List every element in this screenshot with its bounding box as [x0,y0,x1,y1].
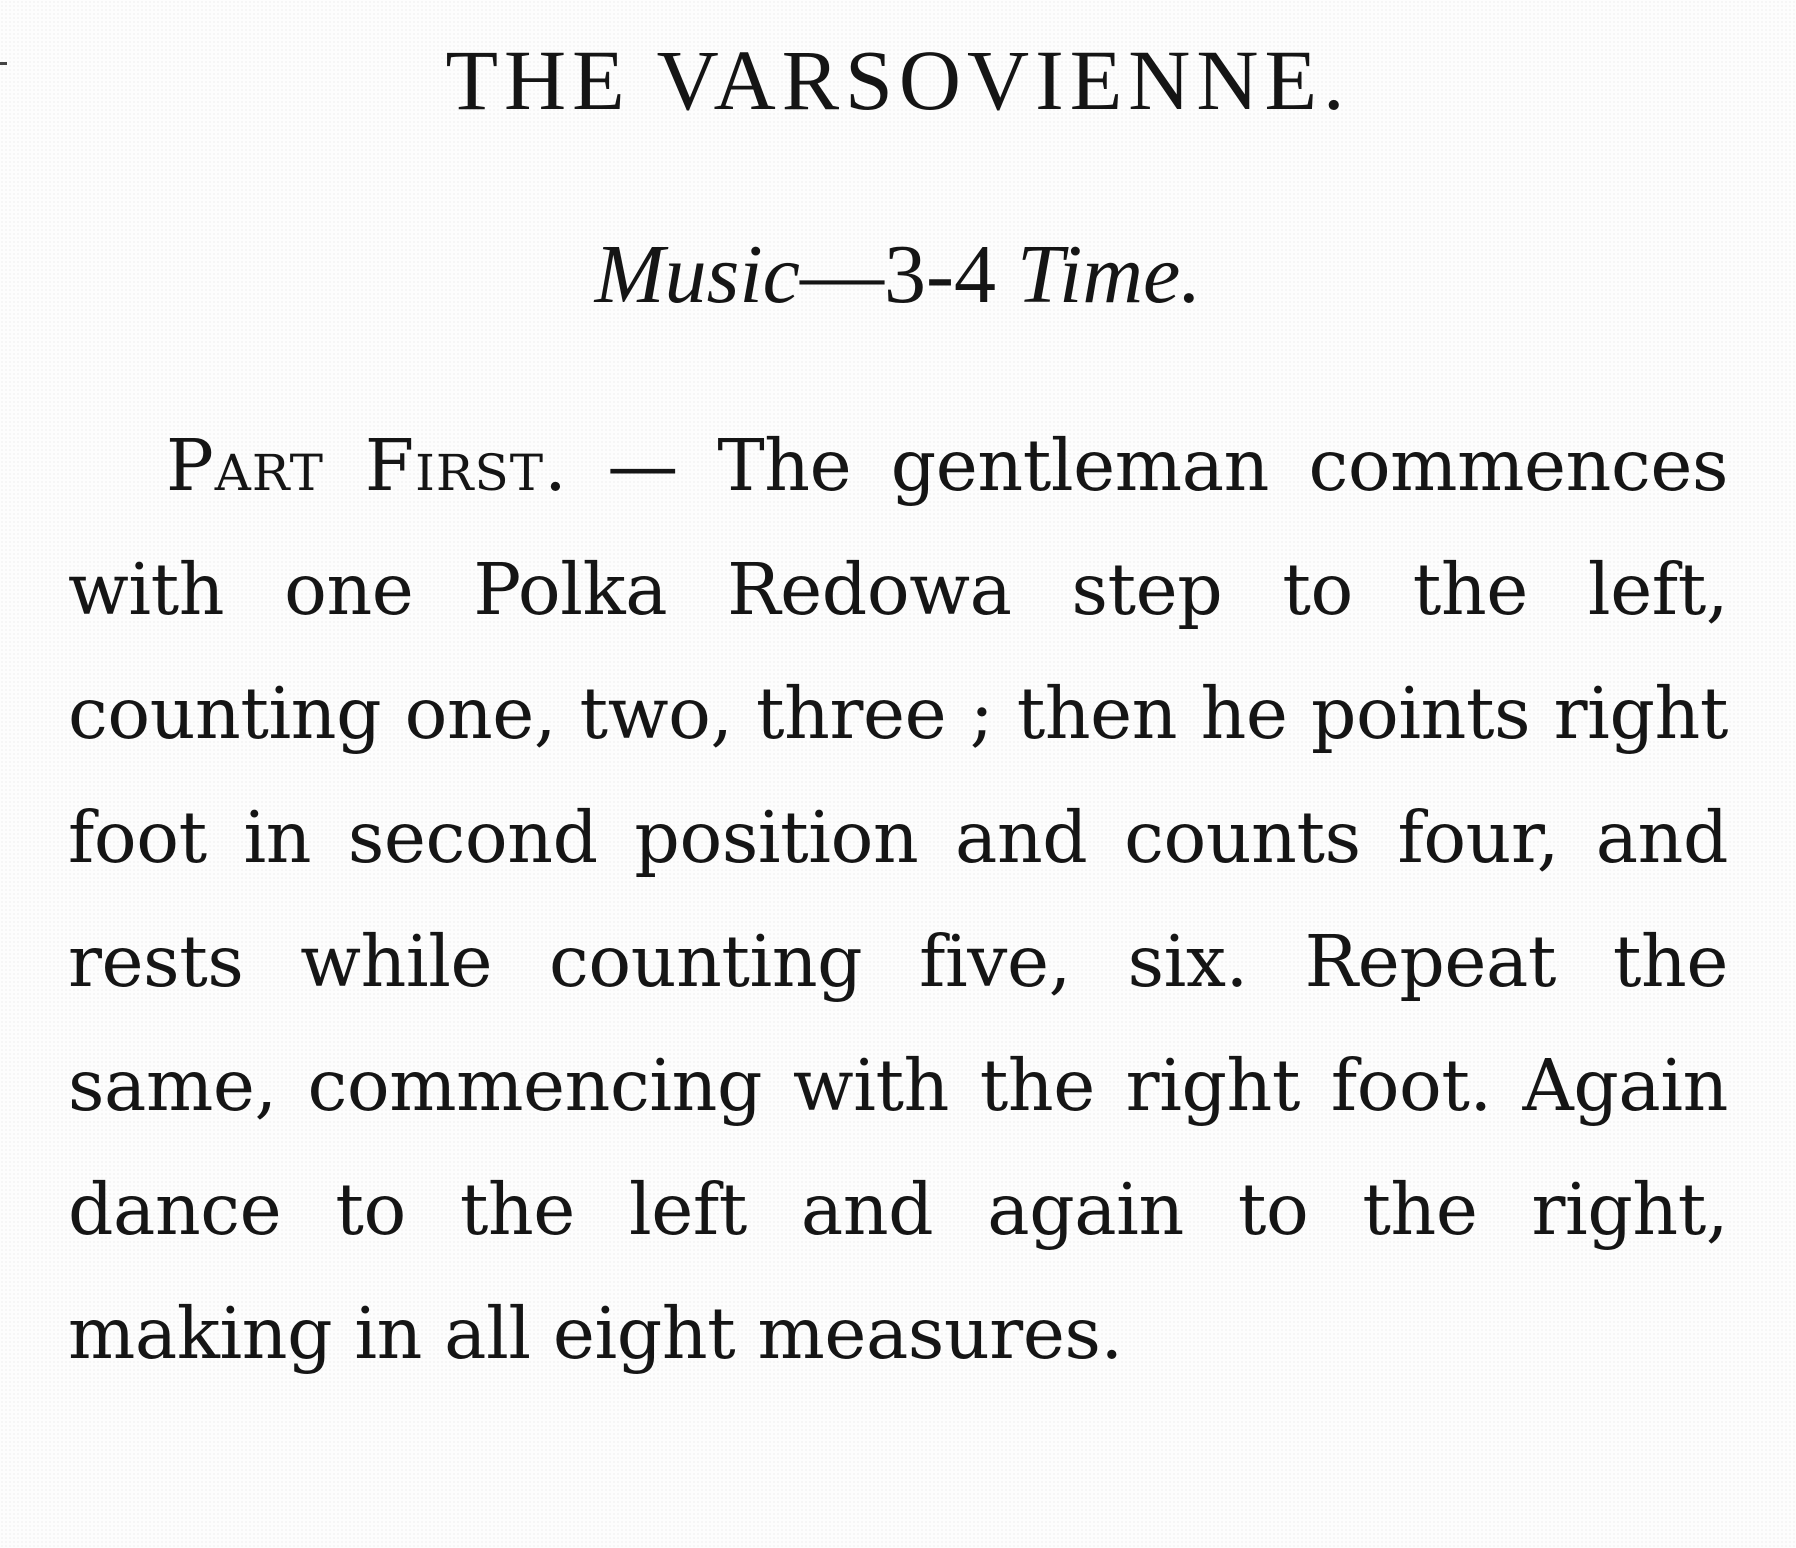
music-label: Music [594,228,800,321]
time-signature: 3-4 [883,228,996,321]
music-time-subtitle [0,225,1796,325]
page-title: THE VARSOVIENNE. [445,32,1351,128]
subtitle-separator: — [799,228,884,321]
part-dash: — [567,424,718,507]
instruction-paragraph [68,404,1728,1396]
time-label: Time. [1016,228,1202,321]
part-heading: Part First. [166,424,568,507]
instruction-text: The gentleman commences with one Polka Redowa step to the left, counting one, two, three ; then he points right foot in second position and counts four, and rests while counting five, six. Repeat the same, commencing with the right foot. Again dance to the left and again to the right, making in all eight measures. [68,424,1728,1375]
